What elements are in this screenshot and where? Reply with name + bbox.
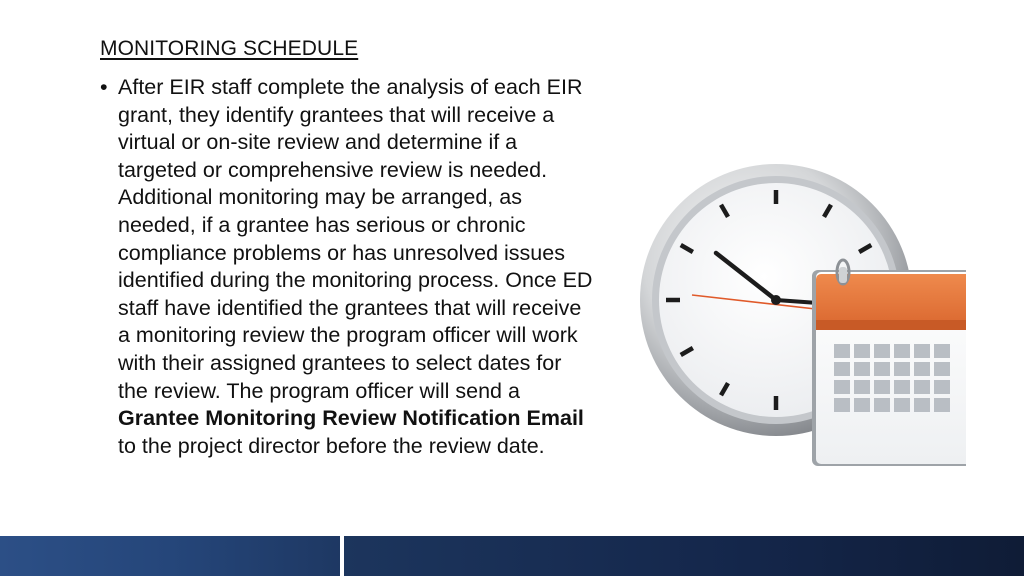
calendar-cell — [914, 380, 930, 394]
calendar-cell — [934, 344, 950, 358]
calendar-cell — [854, 398, 870, 412]
footer-band-right — [344, 536, 1024, 576]
bullet-item — [100, 74, 595, 460]
calendar-icon — [812, 260, 966, 466]
calendar-cell — [834, 380, 850, 394]
calendar-cell — [834, 344, 850, 358]
calendar-cell — [914, 362, 930, 376]
calendar-cell — [854, 344, 870, 358]
slide-title: MONITORING SCHEDULE — [100, 37, 359, 60]
calendar-cell — [914, 398, 930, 412]
calendar-cell — [894, 344, 910, 358]
calendar-cell — [874, 362, 890, 376]
bullet-list — [100, 74, 595, 460]
paragraph-text-1: After EIR staff complete the analysis of each EIR grant, they identify grantees that will receive a virtual or on-site review and determine if a targeted or comprehensive review is needed. Additional monitoring may be arranged, as needed, if a grantee has serious or chronic compliance problems or has unresolved issues identified during the monitoring process. Once ED staff have identified the grantees that will receive a monitoring review the program officer will work with their assigned grantees to select dates for the review. The program officer will send a — [118, 75, 593, 403]
paragraph-text-2: to the project director before the review date. — [118, 433, 545, 458]
calendar-cell — [874, 398, 890, 412]
calendar-cell — [934, 362, 950, 376]
calendar-cell — [934, 380, 950, 394]
calendar-cell — [834, 362, 850, 376]
calendar-cell — [854, 380, 870, 394]
paragraph-bold-text: Grantee Monitoring Review Notification Email — [118, 406, 584, 431]
calendar-cell — [854, 362, 870, 376]
calendar-cell — [874, 380, 890, 394]
calendar-cell — [914, 344, 930, 358]
calendar-cell — [894, 398, 910, 412]
footer-band-left — [0, 536, 340, 576]
footer-band — [0, 536, 1024, 576]
calendar-cell — [894, 380, 910, 394]
calendar-cell — [894, 362, 910, 376]
calendar-cell — [934, 398, 950, 412]
bullet-symbol: • — [100, 75, 108, 99]
calendar-cell — [834, 398, 850, 412]
calendar-cell — [874, 344, 890, 358]
clock-calendar-illustration — [636, 160, 966, 480]
